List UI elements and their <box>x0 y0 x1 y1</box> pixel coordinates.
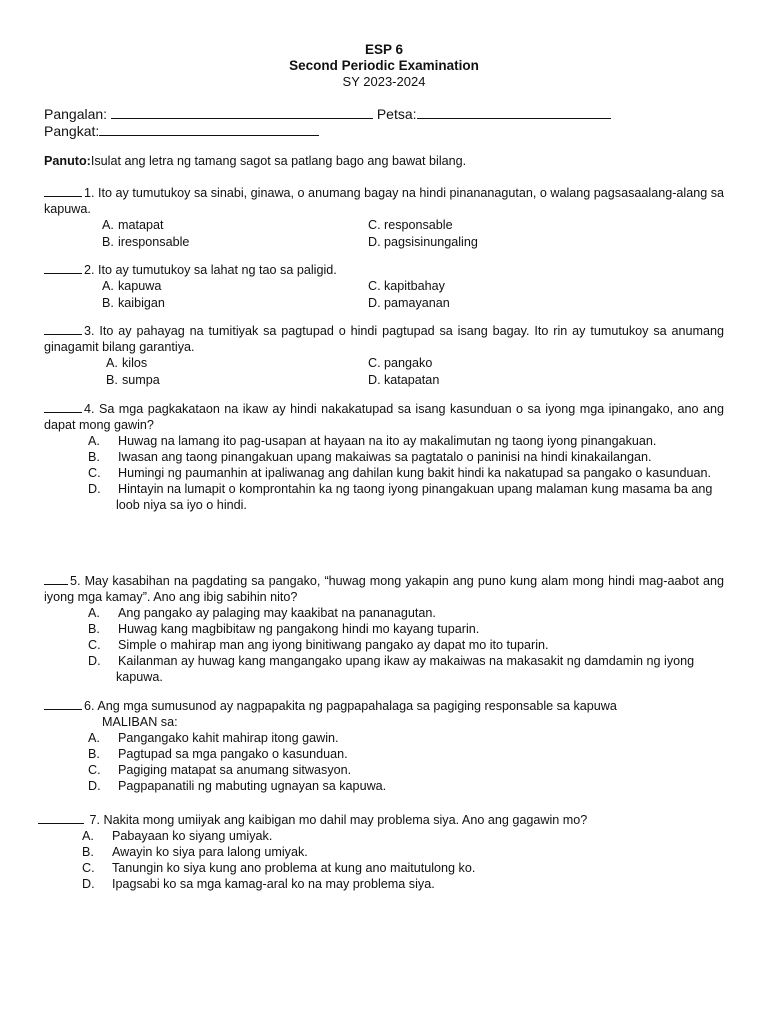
date-label: Petsa: <box>376 106 417 122</box>
answer-blank[interactable] <box>44 261 82 274</box>
option-b: B. Awayin ko siya para lalong umiyak. <box>82 845 308 859</box>
instructions-text: Isulat ang letra ng tamang sagot sa patlang bago ang bawat bilang. <box>90 154 467 168</box>
question-number: 7. <box>89 813 101 827</box>
exam-title: Second Periodic Examination <box>289 58 479 73</box>
option-c: C. Tanungin ko siya kung ano problema at kung ano maitutulong ko. <box>82 861 476 875</box>
question-4 <box>44 400 724 513</box>
section-field[interactable] <box>99 123 319 136</box>
answer-blank[interactable] <box>44 697 82 710</box>
options-list <box>82 828 718 892</box>
option-b: B. sumpa <box>106 373 160 387</box>
question-1 <box>44 184 724 251</box>
answer-blank[interactable] <box>38 811 84 824</box>
options-list <box>88 605 724 685</box>
question-text: Sa mga pagkakataon na ikaw ay hindi nakakatupad sa isang kasunduan o sa iyong mga ipinangako, ano ang dapat mong gawin? <box>44 402 724 432</box>
exam-header <box>0 42 768 90</box>
question-number: 4. <box>84 402 95 416</box>
option-c: C. Simple o mahirap man ang iyong binitiwang pangako ay dapat mo ito tuparin. <box>88 638 549 652</box>
question-number: 6. <box>84 699 95 713</box>
option-b: B. kaibigan <box>102 296 165 310</box>
question-subtext: MALIBAN sa: <box>102 715 178 729</box>
question-number: 1. <box>84 186 95 200</box>
question-text: Nakita mong umiiyak ang kaibigan mo dahil may problema siya. Ano ang gagawin mo? <box>103 813 588 827</box>
question-number: 3. <box>84 324 95 338</box>
option-a: A. kilos <box>106 356 148 370</box>
option-d: D. Hintayin na lumapit o komprontahin ka ng taong iyong pinangakuan upang malaman kung masama ba ang loob niya sa iyo o hindi. <box>88 482 713 512</box>
school-year: SY 2023-2024 <box>342 74 426 89</box>
question-text: Ito ay pahayag na tumitiyak sa pagtupad o hindi pagtupad sa isang bagay. Ito rin ay tumutukoy sa anumang ginagamit bilang garantiya. <box>44 324 725 354</box>
question-text: Ito ay tumutukoy sa sinabi, ginawa, o anumang bagay na hindi pinananagutan, o walang pagsasaalang-alang sa kapuwa. <box>44 186 725 216</box>
option-c: C. responsable <box>368 218 453 232</box>
question-text: May kasabihan na pagdating sa pangako, “huwag mong yakapin ang puno kung alam mong hindi mag-aabot ang iyong mga kamay”. Ano ang ibig sabihin nito? <box>44 574 725 604</box>
option-d: D. Ipagsabi ko sa mga kamag-aral ko na may problema siya. <box>82 877 435 891</box>
option-a: A. Huwag na lamang ito pag-usapan at hayaan na ito ay makalimutan ng taong iyong pinangakuan. <box>88 434 657 448</box>
option-c: C. kapitbahay <box>368 279 445 293</box>
option-b: B. Huwag kang magbibitaw ng pangakong hindi mo kayang tuparin. <box>88 622 480 636</box>
option-a: A. matapat <box>102 218 164 232</box>
section-row <box>44 123 724 140</box>
instructions-label: Panuto: <box>44 154 91 168</box>
date-field[interactable] <box>417 106 611 119</box>
instructions <box>44 153 734 169</box>
option-a: A. Ang pangako ay palaging may kaakibat na pananagutan. <box>88 606 436 620</box>
option-d: D. pagsisinungaling <box>368 235 478 249</box>
answer-blank[interactable] <box>44 572 68 585</box>
question-7 <box>38 811 718 892</box>
answer-blank[interactable] <box>44 184 82 197</box>
option-a: A. Pangangako kahit mahirap itong gawin. <box>88 731 339 745</box>
option-b: B. iresponsable <box>102 235 190 249</box>
options-list <box>88 730 724 794</box>
question-text: Ang mga sumusunod ay nagpapakita ng pagpapahalaga sa pagiging responsable sa kapuwa <box>97 699 617 713</box>
question-number: 5. <box>70 574 81 588</box>
option-a: A. kapuwa <box>102 279 162 293</box>
option-d: D. pamayanan <box>368 296 450 310</box>
option-c: C. Humingi ng paumanhin at ipaliwanag ang dahilan kung bakit hindi ka nakatupad sa pangako o kasunduan. <box>88 466 712 480</box>
option-a: A. Pabayaan ko siyang umiyak. <box>82 829 273 843</box>
question-5 <box>44 572 724 685</box>
name-field[interactable] <box>111 106 373 119</box>
option-b: B. Pagtupad sa mga pangako o kasunduan. <box>88 747 348 761</box>
question-2 <box>44 261 724 312</box>
question-3 <box>44 322 724 389</box>
answer-blank[interactable] <box>44 400 82 413</box>
subject-title: ESP 6 <box>364 42 404 57</box>
options-list <box>88 433 724 513</box>
option-c: C. Pagiging matapat sa anumang sitwasyon. <box>88 763 352 777</box>
name-row <box>44 106 724 123</box>
option-d: D. Pagpapanatili ng mabuting ugnayan sa kapuwa. <box>88 779 387 793</box>
option-b: B. Iwasan ang taong pinangakuan upang makaiwas sa pagtatalo o paninisi na hindi kinakailangan. <box>88 450 652 464</box>
answer-blank[interactable] <box>44 322 82 335</box>
question-number: 2. <box>84 263 95 277</box>
student-info <box>44 106 724 140</box>
section-label: Pangkat: <box>44 123 100 139</box>
name-label: Pangalan: <box>44 106 108 122</box>
option-d: D. katapatan <box>368 373 440 387</box>
option-c: C. pangako <box>368 356 433 370</box>
question-text: Ito ay tumutukoy sa lahat ng tao sa paligid. <box>98 263 337 277</box>
question-6 <box>44 697 724 794</box>
option-d: D. Kailanman ay huwag kang mangangako upang ikaw ay makaiwas na makasakit ng damdamin ng iyong kapuwa. <box>88 654 695 684</box>
